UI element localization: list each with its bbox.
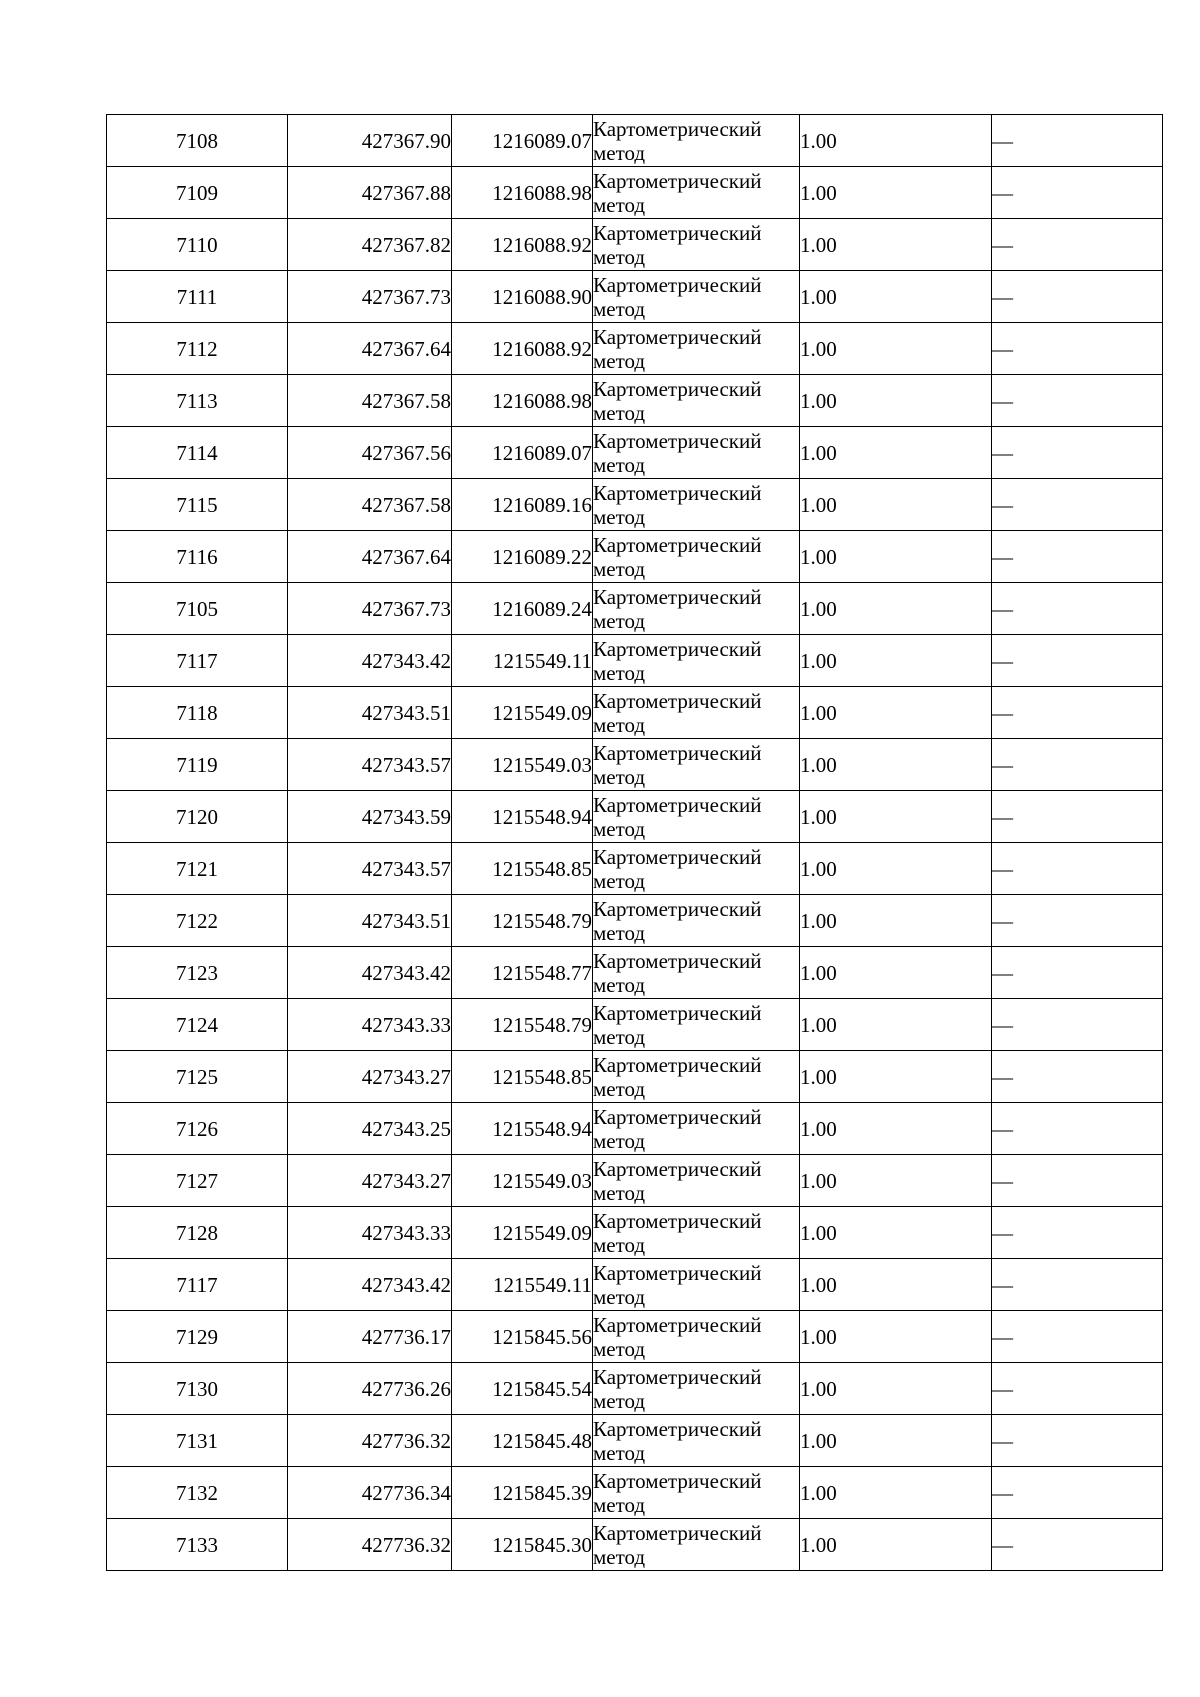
note-dash: — — [992, 336, 1013, 361]
note-cell — [992, 427, 1163, 479]
table-row — [107, 1155, 1163, 1207]
accuracy-cell: 1.00 — [800, 583, 992, 635]
method-text: Картометрический метод — [593, 1260, 762, 1309]
method-cell — [593, 115, 800, 167]
x-coordinate-cell: 427367.73 — [288, 583, 452, 635]
accuracy-cell: 1.00 — [800, 219, 992, 271]
y-coordinate-cell: 1215845.39 — [452, 1467, 593, 1519]
accuracy-cell: 1.00 — [800, 791, 992, 843]
note-dash: — — [992, 596, 1013, 621]
method-cell — [593, 427, 800, 479]
x-coordinate-cell: 427736.32 — [288, 1415, 452, 1467]
table-body — [107, 115, 1163, 1571]
method-cell — [593, 739, 800, 791]
point-number-cell: 7116 — [107, 531, 288, 583]
table-row — [107, 583, 1163, 635]
note-dash: — — [992, 492, 1013, 517]
note-cell — [992, 687, 1163, 739]
method-text: Картометрический метод — [593, 844, 762, 893]
accuracy-cell: 1.00 — [800, 1259, 992, 1311]
method-text: Картометрический метод — [593, 168, 762, 217]
point-number-cell: 7126 — [107, 1103, 288, 1155]
table-row — [107, 895, 1163, 947]
accuracy-cell: 1.00 — [800, 1415, 992, 1467]
note-dash: — — [992, 804, 1013, 829]
y-coordinate-cell: 1215845.30 — [452, 1519, 593, 1571]
y-coordinate-cell: 1215548.94 — [452, 1103, 593, 1155]
y-coordinate-cell: 1216089.24 — [452, 583, 593, 635]
table-row — [107, 323, 1163, 375]
x-coordinate-cell: 427343.51 — [288, 687, 452, 739]
table-row — [107, 531, 1163, 583]
note-dash: — — [992, 1272, 1013, 1297]
point-number-cell: 7131 — [107, 1415, 288, 1467]
table-row — [107, 1415, 1163, 1467]
table-row — [107, 791, 1163, 843]
point-number-cell: 7127 — [107, 1155, 288, 1207]
note-dash: — — [992, 1532, 1013, 1557]
method-text: Картометрический метод — [593, 1156, 762, 1205]
note-dash: — — [992, 128, 1013, 153]
y-coordinate-cell: 1215548.79 — [452, 895, 593, 947]
point-number-cell: 7122 — [107, 895, 288, 947]
method-text: Картометрический метод — [593, 1416, 762, 1465]
method-cell — [593, 1051, 800, 1103]
point-number-cell: 7119 — [107, 739, 288, 791]
note-cell — [992, 323, 1163, 375]
method-cell — [593, 167, 800, 219]
note-dash: — — [992, 1220, 1013, 1245]
point-number-cell: 7129 — [107, 1311, 288, 1363]
note-dash: — — [992, 856, 1013, 881]
x-coordinate-cell: 427367.90 — [288, 115, 452, 167]
method-cell — [593, 1259, 800, 1311]
table-row — [107, 271, 1163, 323]
x-coordinate-cell: 427367.64 — [288, 323, 452, 375]
y-coordinate-cell: 1215845.54 — [452, 1363, 593, 1415]
y-coordinate-cell: 1215548.94 — [452, 791, 593, 843]
point-number-cell: 7133 — [107, 1519, 288, 1571]
y-coordinate-cell: 1216088.98 — [452, 167, 593, 219]
x-coordinate-cell: 427343.27 — [288, 1051, 452, 1103]
y-coordinate-cell: 1216088.90 — [452, 271, 593, 323]
note-dash: — — [992, 960, 1013, 985]
accuracy-cell: 1.00 — [800, 323, 992, 375]
x-coordinate-cell: 427367.64 — [288, 531, 452, 583]
y-coordinate-cell: 1215548.79 — [452, 999, 593, 1051]
x-coordinate-cell: 427367.73 — [288, 271, 452, 323]
table-row — [107, 1467, 1163, 1519]
x-coordinate-cell: 427367.82 — [288, 219, 452, 271]
method-text: Картометрический метод — [593, 792, 762, 841]
note-cell — [992, 1363, 1163, 1415]
table-row — [107, 1207, 1163, 1259]
x-coordinate-cell: 427343.33 — [288, 1207, 452, 1259]
point-number-cell: 7128 — [107, 1207, 288, 1259]
method-cell — [593, 271, 800, 323]
note-dash: — — [992, 284, 1013, 309]
note-dash: — — [992, 1324, 1013, 1349]
point-number-cell: 7117 — [107, 1259, 288, 1311]
note-dash: — — [992, 1376, 1013, 1401]
y-coordinate-cell: 1216089.07 — [452, 427, 593, 479]
note-cell — [992, 1519, 1163, 1571]
method-cell — [593, 1103, 800, 1155]
table-row — [107, 375, 1163, 427]
method-cell — [593, 479, 800, 531]
accuracy-cell: 1.00 — [800, 271, 992, 323]
accuracy-cell: 1.00 — [800, 375, 992, 427]
method-text: Картометрический метод — [593, 1000, 762, 1049]
method-cell — [593, 1363, 800, 1415]
method-text: Картометрический метод — [593, 584, 762, 633]
point-number-cell: 7132 — [107, 1467, 288, 1519]
method-cell — [593, 323, 800, 375]
point-number-cell: 7123 — [107, 947, 288, 999]
y-coordinate-cell: 1215845.56 — [452, 1311, 593, 1363]
x-coordinate-cell: 427343.42 — [288, 635, 452, 687]
note-cell — [992, 583, 1163, 635]
note-cell — [992, 1259, 1163, 1311]
note-dash: — — [992, 1168, 1013, 1193]
point-number-cell: 7109 — [107, 167, 288, 219]
note-dash: — — [992, 440, 1013, 465]
x-coordinate-cell: 427343.42 — [288, 1259, 452, 1311]
x-coordinate-cell: 427343.57 — [288, 843, 452, 895]
method-text: Картометрический метод — [593, 428, 762, 477]
note-cell — [992, 115, 1163, 167]
accuracy-cell: 1.00 — [800, 1519, 992, 1571]
x-coordinate-cell: 427343.27 — [288, 1155, 452, 1207]
method-cell — [593, 843, 800, 895]
table-row — [107, 1311, 1163, 1363]
table-row — [107, 479, 1163, 531]
y-coordinate-cell: 1215845.48 — [452, 1415, 593, 1467]
method-cell — [593, 1519, 800, 1571]
accuracy-cell: 1.00 — [800, 479, 992, 531]
method-text: Картометрический метод — [593, 1104, 762, 1153]
x-coordinate-cell: 427343.59 — [288, 791, 452, 843]
method-cell — [593, 687, 800, 739]
accuracy-cell: 1.00 — [800, 1051, 992, 1103]
table-row — [107, 739, 1163, 791]
y-coordinate-cell: 1216088.92 — [452, 219, 593, 271]
accuracy-cell: 1.00 — [800, 1155, 992, 1207]
note-dash: — — [992, 232, 1013, 257]
accuracy-cell: 1.00 — [800, 843, 992, 895]
note-cell — [992, 479, 1163, 531]
note-dash: — — [992, 180, 1013, 205]
y-coordinate-cell: 1216089.16 — [452, 479, 593, 531]
method-cell — [593, 531, 800, 583]
accuracy-cell: 1.00 — [800, 1311, 992, 1363]
method-cell — [593, 219, 800, 271]
note-cell — [992, 1311, 1163, 1363]
note-dash: — — [992, 752, 1013, 777]
x-coordinate-cell: 427343.33 — [288, 999, 452, 1051]
note-dash: — — [992, 1428, 1013, 1453]
method-text: Картометрический метод — [593, 324, 762, 373]
x-coordinate-cell: 427343.42 — [288, 947, 452, 999]
note-dash: — — [992, 544, 1013, 569]
method-cell — [593, 791, 800, 843]
y-coordinate-cell: 1215548.85 — [452, 1051, 593, 1103]
note-cell — [992, 271, 1163, 323]
table-row — [107, 167, 1163, 219]
x-coordinate-cell: 427367.58 — [288, 375, 452, 427]
table-row — [107, 1363, 1163, 1415]
table-row — [107, 1051, 1163, 1103]
table-row — [107, 1519, 1163, 1571]
method-cell — [593, 1467, 800, 1519]
point-number-cell: 7125 — [107, 1051, 288, 1103]
note-dash: — — [992, 1116, 1013, 1141]
method-cell — [593, 1311, 800, 1363]
method-text: Картометрический метод — [593, 116, 762, 165]
method-text: Картометрический метод — [593, 376, 762, 425]
method-cell — [593, 1207, 800, 1259]
table-row — [107, 115, 1163, 167]
table-row — [107, 687, 1163, 739]
y-coordinate-cell: 1215548.85 — [452, 843, 593, 895]
note-cell — [992, 843, 1163, 895]
method-text: Картометрический метод — [593, 896, 762, 945]
accuracy-cell: 1.00 — [800, 427, 992, 479]
note-dash: — — [992, 648, 1013, 673]
accuracy-cell: 1.00 — [800, 895, 992, 947]
note-dash: — — [992, 700, 1013, 725]
y-coordinate-cell: 1215549.11 — [452, 635, 593, 687]
method-cell — [593, 947, 800, 999]
note-cell — [992, 531, 1163, 583]
method-text: Картометрический метод — [593, 1520, 762, 1569]
x-coordinate-cell: 427736.26 — [288, 1363, 452, 1415]
x-coordinate-cell: 427343.57 — [288, 739, 452, 791]
method-text: Картометрический метод — [593, 688, 762, 737]
y-coordinate-cell: 1215549.03 — [452, 1155, 593, 1207]
point-number-cell: 7112 — [107, 323, 288, 375]
point-number-cell: 7115 — [107, 479, 288, 531]
x-coordinate-cell: 427343.51 — [288, 895, 452, 947]
method-text: Картометрический метод — [593, 740, 762, 789]
y-coordinate-cell: 1215549.09 — [452, 687, 593, 739]
point-number-cell: 7130 — [107, 1363, 288, 1415]
x-coordinate-cell: 427367.58 — [288, 479, 452, 531]
method-text: Картометрический метод — [593, 1468, 762, 1517]
table-row — [107, 635, 1163, 687]
point-number-cell: 7113 — [107, 375, 288, 427]
method-cell — [593, 1415, 800, 1467]
accuracy-cell: 1.00 — [800, 167, 992, 219]
note-cell — [992, 1051, 1163, 1103]
note-cell — [992, 219, 1163, 271]
method-text: Картометрический метод — [593, 532, 762, 581]
method-text: Картометрический метод — [593, 636, 762, 685]
accuracy-cell: 1.00 — [800, 1207, 992, 1259]
x-coordinate-cell: 427343.25 — [288, 1103, 452, 1155]
method-text: Картометрический метод — [593, 1052, 762, 1101]
point-number-cell: 7124 — [107, 999, 288, 1051]
accuracy-cell: 1.00 — [800, 739, 992, 791]
table-row — [107, 947, 1163, 999]
method-text: Картометрический метод — [593, 272, 762, 321]
y-coordinate-cell: 1215549.11 — [452, 1259, 593, 1311]
note-cell — [992, 1207, 1163, 1259]
method-text: Картометрический метод — [593, 480, 762, 529]
point-number-cell: 7117 — [107, 635, 288, 687]
table-row — [107, 843, 1163, 895]
note-dash: — — [992, 1012, 1013, 1037]
accuracy-cell: 1.00 — [800, 1467, 992, 1519]
point-number-cell: 7108 — [107, 115, 288, 167]
y-coordinate-cell: 1216088.92 — [452, 323, 593, 375]
method-cell — [593, 999, 800, 1051]
method-text: Картометрический метод — [593, 220, 762, 269]
method-text: Картометрический метод — [593, 948, 762, 997]
note-cell — [992, 1103, 1163, 1155]
point-number-cell: 7118 — [107, 687, 288, 739]
accuracy-cell: 1.00 — [800, 687, 992, 739]
method-cell — [593, 635, 800, 687]
method-text: Картометрический метод — [593, 1208, 762, 1257]
y-coordinate-cell: 1216089.22 — [452, 531, 593, 583]
note-cell — [992, 1415, 1163, 1467]
method-text: Картометрический метод — [593, 1312, 762, 1361]
note-cell — [992, 895, 1163, 947]
method-cell — [593, 375, 800, 427]
point-number-cell: 7110 — [107, 219, 288, 271]
note-cell — [992, 739, 1163, 791]
accuracy-cell: 1.00 — [800, 531, 992, 583]
note-cell — [992, 635, 1163, 687]
method-text: Картометрический метод — [593, 1364, 762, 1413]
x-coordinate-cell: 427736.32 — [288, 1519, 452, 1571]
point-number-cell: 7111 — [107, 271, 288, 323]
accuracy-cell: 1.00 — [800, 115, 992, 167]
accuracy-cell: 1.00 — [800, 1363, 992, 1415]
note-dash: — — [992, 1064, 1013, 1089]
x-coordinate-cell: 427367.88 — [288, 167, 452, 219]
x-coordinate-cell: 427736.17 — [288, 1311, 452, 1363]
point-number-cell: 7121 — [107, 843, 288, 895]
note-cell — [992, 791, 1163, 843]
note-cell — [992, 1467, 1163, 1519]
accuracy-cell: 1.00 — [800, 635, 992, 687]
note-cell — [992, 167, 1163, 219]
point-number-cell: 7114 — [107, 427, 288, 479]
y-coordinate-cell: 1215549.09 — [452, 1207, 593, 1259]
y-coordinate-cell: 1216089.07 — [452, 115, 593, 167]
point-number-cell: 7105 — [107, 583, 288, 635]
note-dash: — — [992, 908, 1013, 933]
note-cell — [992, 947, 1163, 999]
method-cell — [593, 1155, 800, 1207]
table-row — [107, 999, 1163, 1051]
y-coordinate-cell: 1215549.03 — [452, 739, 593, 791]
x-coordinate-cell: 427736.34 — [288, 1467, 452, 1519]
table-row — [107, 1259, 1163, 1311]
note-cell — [992, 375, 1163, 427]
table-row — [107, 427, 1163, 479]
accuracy-cell: 1.00 — [800, 947, 992, 999]
method-cell — [593, 895, 800, 947]
note-dash: — — [992, 1480, 1013, 1505]
accuracy-cell: 1.00 — [800, 999, 992, 1051]
method-cell — [593, 583, 800, 635]
accuracy-cell: 1.00 — [800, 1103, 992, 1155]
table-row — [107, 1103, 1163, 1155]
y-coordinate-cell: 1215548.77 — [452, 947, 593, 999]
coordinates-table — [106, 114, 1163, 1571]
point-number-cell: 7120 — [107, 791, 288, 843]
note-cell — [992, 999, 1163, 1051]
x-coordinate-cell: 427367.56 — [288, 427, 452, 479]
table-row — [107, 219, 1163, 271]
note-cell — [992, 1155, 1163, 1207]
y-coordinate-cell: 1216088.98 — [452, 375, 593, 427]
note-dash: — — [992, 388, 1013, 413]
